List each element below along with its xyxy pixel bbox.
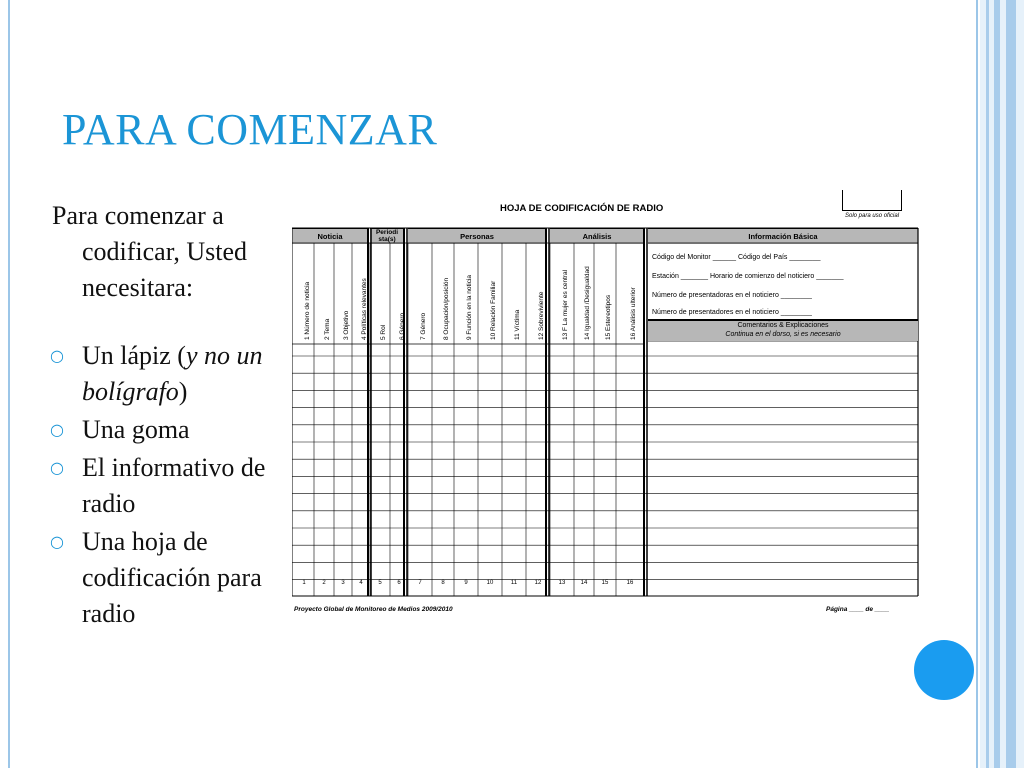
bullet-text-suffix: ) (178, 377, 188, 406)
column-label: 11 Víctima (514, 309, 521, 340)
row-number: 2 (322, 580, 326, 586)
column-header (526, 244, 550, 344)
column-header (390, 244, 408, 344)
row-number: 5 (378, 580, 382, 586)
header-analisis: Análisis (550, 228, 644, 244)
column-header (594, 244, 616, 344)
official-use-note: Solo para uso oficial (845, 213, 900, 219)
column-label: 10 Relación Familiar (490, 280, 497, 340)
slide-body (52, 198, 282, 634)
row-number: 13 (558, 580, 566, 586)
comments-subtitle: Continua en el dorso, si es necesario (725, 331, 841, 338)
row-number: 3 (341, 580, 345, 586)
decorative-stripes (980, 0, 1024, 768)
column-label: 1 Número de noticia (304, 281, 311, 340)
sheet-footer-project: Proyecto Global de Monitoreo de Medios 2009/2010 (294, 606, 453, 613)
column-header (370, 244, 390, 344)
column-label: 16 Análisis ulterior (630, 287, 637, 340)
row-number: 1 (302, 580, 306, 586)
column-label: 8 Ocupación/posición (443, 277, 450, 340)
column-header (294, 244, 314, 344)
bullet-list (52, 338, 282, 632)
sheet-footer-page: Página ____ de ____ (826, 606, 890, 613)
stripe (986, 0, 989, 768)
coding-sheet-image (292, 188, 920, 618)
header-periodista: Periodi sta(s) (370, 228, 404, 244)
hollow-circle-bullet-icon: ○ (50, 532, 64, 551)
row-number: 16 (626, 580, 634, 586)
column-header (454, 244, 478, 344)
bullet-item (52, 524, 282, 632)
info-line-female-presenters: Número de presentadoras en el noticiero ________ (652, 292, 812, 299)
stripe (994, 0, 1000, 768)
column-header (478, 244, 502, 344)
column-header (502, 244, 526, 344)
intro-text: Para comenzar a codificar, Usted necesitara: (52, 201, 248, 302)
column-label: 14 Igualdad /Desigualdad (584, 266, 591, 340)
column-header (352, 244, 370, 344)
column-label: 4 Políticas relevantes (361, 278, 368, 340)
column-label: 6 Género (399, 312, 406, 340)
column-label: 3 Objetivo (343, 310, 350, 340)
row-number: 12 (534, 580, 542, 586)
hollow-circle-bullet-icon: ○ (50, 420, 64, 439)
column-label: 5 Rol (380, 324, 387, 340)
row-number: 7 (418, 580, 422, 586)
bullet-item (52, 450, 282, 522)
slide-title: PARA COMENZAR (62, 105, 438, 154)
bullet-text: Una goma (82, 415, 190, 444)
stripe (1006, 0, 1016, 768)
decorative-blue-circle (914, 640, 974, 700)
row-number: 9 (464, 580, 468, 586)
header-informacion-basica: Información Básica (648, 228, 918, 244)
bullet-item (52, 412, 282, 448)
row-number: 14 (580, 580, 588, 586)
info-line-monitor: Código del Monitor ______ Código del País ________ (652, 254, 821, 261)
column-header (408, 244, 432, 344)
row-number: 10 (486, 580, 494, 586)
column-header (550, 244, 574, 344)
column-header (574, 244, 594, 344)
hollow-circle-bullet-icon: ○ (50, 346, 64, 365)
bullet-text: Una hoja de codificación para radio (82, 527, 262, 628)
row-number: 11 (510, 580, 518, 586)
comments-title: Comentarios & Explicaciones (737, 322, 829, 329)
row-number: 15 (601, 580, 609, 586)
column-label: 15 Estereotipos (605, 294, 612, 340)
comments-header (648, 319, 918, 341)
header-noticia: Noticia (292, 228, 368, 244)
row-number: 6 (397, 580, 401, 586)
header-personas: Personas (408, 228, 546, 244)
column-header (334, 244, 352, 344)
bullet-text-italic: y no un bolígrafo (82, 341, 263, 406)
row-number: 4 (359, 580, 363, 586)
column-label: 2 Tema (324, 318, 331, 340)
column-label: 12 Sobreviviente (538, 291, 545, 340)
info-line-station: Estación _______ Horario de comienzo del noticiero _______ (652, 273, 844, 280)
column-label: 13 F La mujer es central (562, 269, 569, 340)
bullet-text: El informativo de radio (82, 453, 266, 518)
column-header (314, 244, 334, 344)
column-label: 7 Género (420, 312, 427, 340)
bullet-item (52, 338, 282, 410)
column-label: 9 Función en la noticia (466, 274, 473, 340)
column-header (432, 244, 454, 344)
row-number: 8 (441, 580, 445, 586)
bullet-text: Un lápiz ( (82, 341, 186, 370)
sheet-title: HOJA DE CODIFICACIÓN DE RADIO (500, 203, 664, 214)
column-header (616, 244, 644, 344)
info-line-male-presenters: Número de presentadores en el noticiero ________ (652, 309, 812, 316)
hollow-circle-bullet-icon: ○ (50, 458, 64, 477)
